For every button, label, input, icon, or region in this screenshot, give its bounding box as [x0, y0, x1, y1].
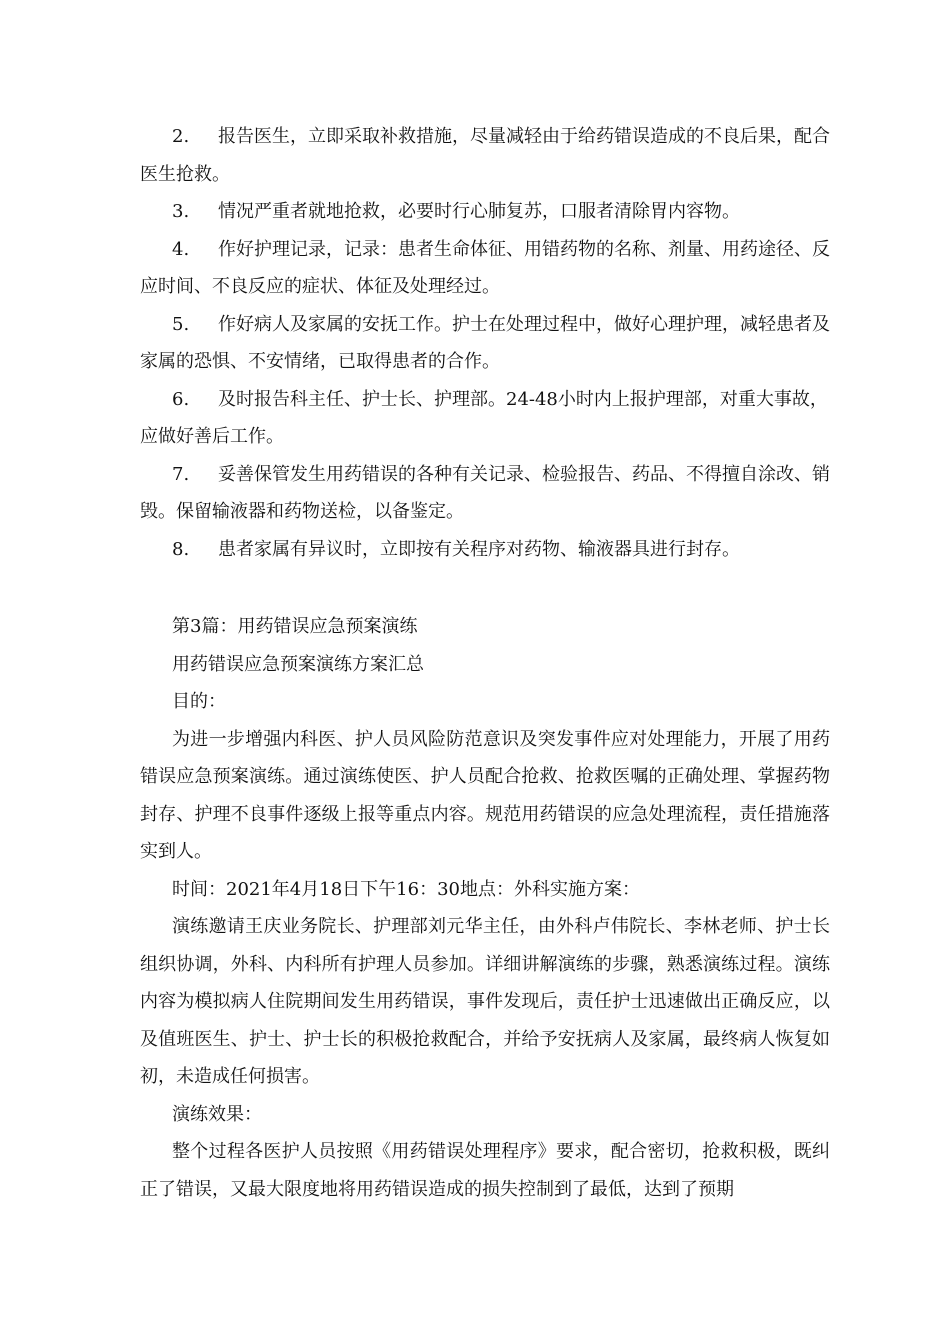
time-location-line: 时间：2021年4月18日下午16：30地点：外科实施方案：: [172, 878, 640, 900]
list-item-text: 妥善保管发生用药错误的各种有关记录、检验报告、药品、不得擅自涂改、销毁。保留输液器和药物送检，以备鉴定。: [140, 463, 830, 522]
list-item: [140, 531, 830, 569]
list-item-number: 3.: [172, 201, 190, 222]
list-item-number: 4.: [172, 238, 190, 260]
document-body: [140, 118, 830, 1208]
effect-label: 演练效果：: [172, 1103, 262, 1125]
plan-paragraph: 演练邀请王庆业务院长、护理部刘元华主任，由外科卢伟院长、李林老师、护士长组织协调，外科、内科所有护理人员参加。详细讲解演练的步骤，熟悉演练过程。演练内容为模拟病人住院期间发生用药错误，事件发现后，责任护士迅速做出正确反应，以及值班医生、护士、护士长的积极抢救配合，并给予安抚病人及家属，最终病人恢复如初，未造成任何损害。: [140, 916, 830, 1087]
list-item-text: 患者家属有异议时，立即按有关程序对药物、输液器具进行封存。: [218, 538, 740, 560]
list-item-number: 8.: [172, 538, 190, 560]
list-item-text: 情况严重者就地抢救，必要时行心肺复苏，口服者清除胃内容物。: [218, 201, 740, 222]
list-item: [140, 118, 830, 193]
section-heading: 第3篇：用药错误应急预案演练: [172, 616, 418, 637]
list-item-text: 作好护理记录，记录：患者生命体征、用错药物的名称、剂量、用药途径、反应时间、不良反应的症状、体征及处理经过。: [140, 238, 830, 297]
list-item: [140, 381, 830, 456]
list-item: [140, 193, 830, 231]
purpose-label: 目的：: [172, 691, 226, 712]
list-item: [140, 456, 830, 531]
list-item-number: 2.: [172, 126, 190, 147]
list-item-number: 6.: [172, 388, 190, 410]
list-item-text: 及时报告科主任、护士长、护理部。24-48小时内上报护理部，对重大事故，应做好善后工作。: [140, 388, 828, 447]
purpose-paragraph: 为进一步增强内科医、护人员风险防范意识及突发事件应对处理能力，开展了用药错误应急预案演练。通过演练使医、护人员配合抢救、抢救医嘱的正确处理、掌握药物封存、护理不良事件逐级上报等重点内容。规范用药错误的应急处理流程，责任措施落实到人。: [140, 728, 830, 862]
list-item-number: 5.: [172, 313, 190, 335]
effect-paragraph: 整个过程各医护人员按照《用药错误处理程序》要求，配合密切，抢救积极，既纠正了错误，又最大限度地将用药错误造成的损失控制到了最低，达到了预期: [140, 1141, 830, 1200]
list-item-number: 7.: [172, 463, 190, 485]
list-item: [140, 231, 830, 306]
section-subheading: 用药错误应急预案演练方案汇总: [172, 653, 424, 675]
list-item-text: 作好病人及家属的安抚工作。护士在处理过程中，做好心理护理，减轻患者及家属的恐惧、不安情绪，已取得患者的合作。: [140, 313, 830, 372]
list-item-text: 报告医生，立即采取补救措施，尽量减轻由于给药错误造成的不良后果，配合医生抢救。: [140, 126, 830, 185]
section-gap: [140, 568, 830, 608]
list-item: [140, 306, 830, 381]
